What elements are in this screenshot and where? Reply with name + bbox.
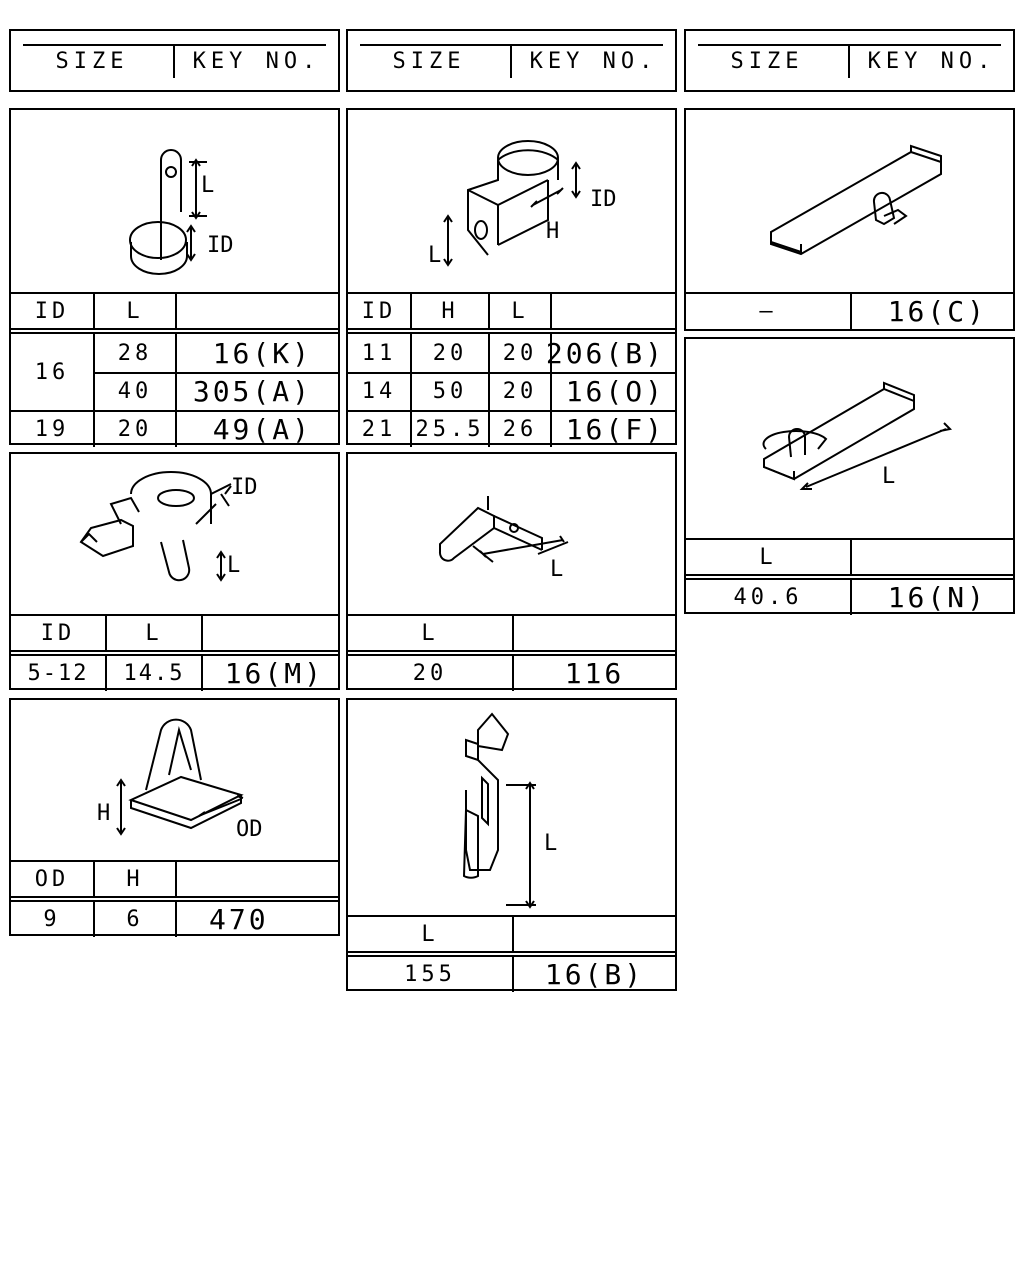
cell-l: 20 [412, 660, 448, 686]
dim-l-label: L [428, 243, 442, 268]
strap-n-table [686, 538, 1013, 612]
cell-key: 206(B) [550, 334, 675, 372]
cell-l: 20 [488, 334, 550, 372]
dim-id-label: ID [231, 475, 258, 500]
cell-id: 5-12 [27, 660, 89, 686]
table-row [348, 373, 675, 410]
key-no-header: KEY NO. [867, 49, 996, 74]
header-box-3 [684, 29, 1015, 92]
dim-l-label: L [550, 557, 564, 582]
tie-drawing [348, 700, 675, 915]
strap-n-drawing [686, 339, 1013, 539]
dim-h-label: H [546, 219, 560, 244]
cell-key: 49(A) [175, 411, 338, 447]
cell-h: 50 [410, 373, 488, 410]
col-header [512, 917, 675, 951]
panel-clamp-b [346, 108, 677, 445]
col-header: ID [361, 298, 397, 324]
table-row [348, 956, 675, 992]
clip-470-drawing [11, 700, 338, 862]
cell-key: 16(N) [850, 579, 1013, 615]
cell-l: 26 [488, 411, 550, 447]
cell-key: 16(B) [512, 956, 675, 992]
col-header: L [421, 620, 439, 646]
header-box-1 [9, 29, 340, 92]
panel-strap-n [684, 337, 1015, 614]
cell-l: 40 [93, 373, 175, 410]
cell-l: 20 [488, 373, 550, 410]
dim-l-label: L [227, 553, 241, 578]
size-header: SIZE [686, 45, 850, 78]
col-header: L [488, 294, 550, 328]
col-header [850, 540, 1013, 574]
cell-h: 25.5 [410, 411, 488, 447]
panel-clamp-k [9, 108, 340, 445]
tie-table [348, 915, 675, 989]
col-header: L [105, 616, 201, 650]
dim-id-label: ID [207, 233, 234, 258]
size-header: SIZE [348, 45, 512, 78]
cell-h: 6 [93, 901, 175, 937]
col-header [201, 616, 338, 650]
cell-key: 16(F) [550, 411, 675, 447]
cell-key: 305(A) [175, 373, 338, 410]
table-row [686, 579, 1013, 615]
clamp-b-table [348, 292, 675, 446]
cell-id: 19 [34, 416, 70, 442]
strap-c-table [686, 292, 1013, 329]
dim-l-label: L [882, 464, 896, 489]
col-header: L [421, 921, 439, 947]
panel-strap-c [684, 108, 1015, 331]
cell-key: 16(O) [550, 373, 675, 410]
cell-h: 20 [410, 334, 488, 372]
clip-116-table [348, 614, 675, 688]
dim-h-label: H [97, 801, 111, 826]
col-header: ID [40, 620, 76, 646]
col-header [175, 862, 338, 896]
panel-tie-b [346, 698, 677, 991]
key-no-header: KEY NO. [529, 49, 658, 74]
cell-l: 28 [93, 334, 175, 372]
cell-l: 20 [93, 411, 175, 447]
col-header: L [93, 294, 175, 328]
cell-l: 155 [404, 961, 456, 987]
col-header: L [759, 544, 777, 570]
clamp-drawing [11, 110, 338, 294]
cell-key: 16(M) [201, 655, 338, 691]
clip-m-drawing [11, 454, 338, 614]
clip-116-drawing [348, 454, 675, 614]
cell-key: 16(K) [175, 334, 338, 372]
panel-clip-m [9, 452, 340, 690]
table-row [11, 901, 338, 937]
clip-m-table [11, 614, 338, 688]
size-header: SIZE [11, 45, 175, 78]
col-header: OD [34, 866, 70, 892]
table-row [348, 334, 675, 372]
panel-clip-116 [346, 452, 677, 690]
cell-od: 9 [43, 906, 61, 932]
table-row [11, 655, 338, 691]
dim-id-label: ID [590, 187, 617, 212]
col-header [512, 616, 675, 650]
key-no-header: KEY NO. [192, 49, 321, 74]
cell-key: 470 [175, 901, 338, 937]
cell-l: 40.6 [733, 584, 803, 610]
panel-clip-470 [9, 698, 340, 936]
clip-470-table [11, 860, 338, 934]
bracket-clamp-drawing [348, 110, 675, 294]
table-row [348, 655, 675, 691]
col-header [550, 294, 675, 328]
cell-key: 116 [512, 655, 675, 691]
cell-l: 14.5 [105, 655, 201, 691]
table-row [348, 411, 675, 447]
cell-id: 11 [361, 340, 397, 366]
cell-id: 16 [34, 359, 70, 385]
cell-size: — [759, 299, 777, 324]
cell-id: 14 [361, 379, 397, 404]
table-row [11, 411, 338, 447]
col-header: ID [34, 298, 70, 324]
table-row [11, 334, 338, 410]
strap-drawing [686, 110, 1013, 292]
dim-l-label: L [544, 831, 558, 856]
dim-od-label: OD [236, 817, 263, 842]
dim-l-label: L [201, 173, 215, 198]
col-header: H [93, 862, 175, 896]
header-box-2 [346, 29, 677, 92]
col-header [175, 294, 338, 328]
clamp-k-table [11, 292, 338, 446]
cell-id: 21 [361, 416, 397, 442]
col-header: H [410, 294, 488, 328]
cell-key: 16(C) [850, 294, 1013, 329]
